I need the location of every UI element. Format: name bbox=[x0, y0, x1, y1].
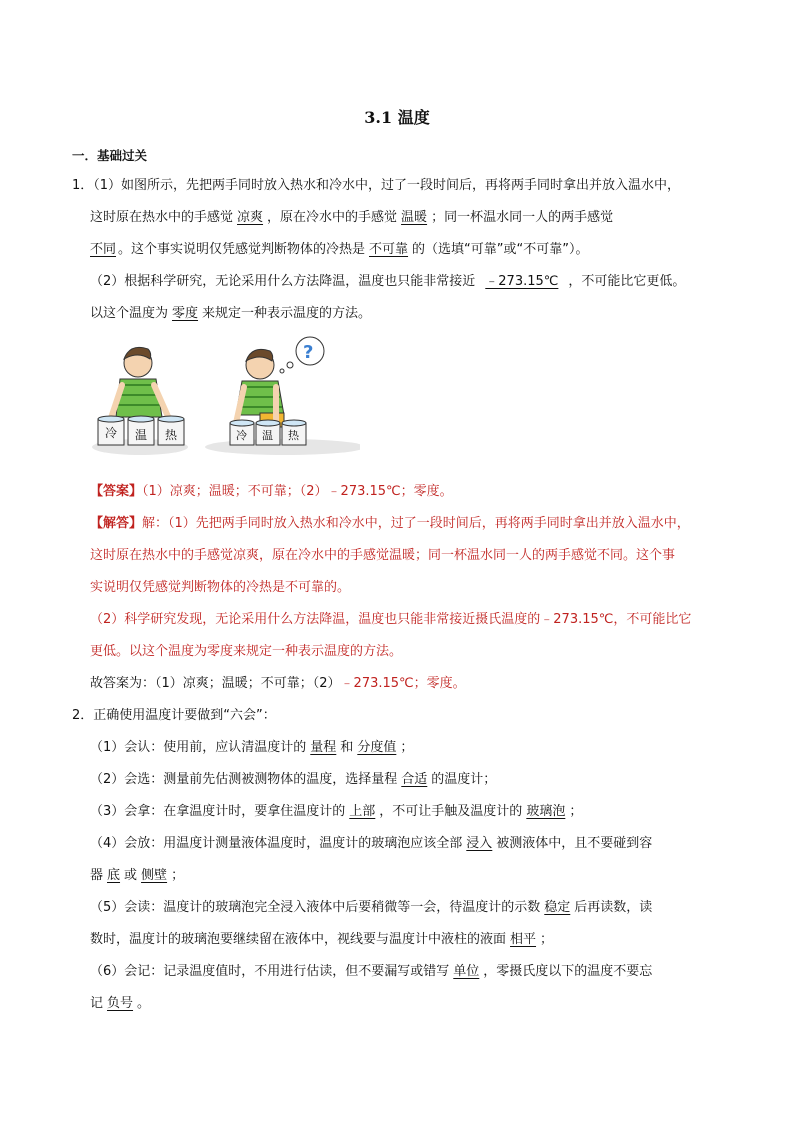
q2-text: ； bbox=[569, 804, 583, 819]
q2-text: 。 bbox=[137, 996, 151, 1011]
q2-text: 器 bbox=[90, 868, 104, 883]
q2-item-4 bbox=[90, 834, 652, 854]
q1-line-1: 1．（1）如图所示，先把两手同时放入热水和冷水中，过了一段时间后，再将两手同时拿出并放入温水中， bbox=[72, 178, 681, 193]
q2-text: ，零摄氏度以下的温度不要忘 bbox=[483, 964, 653, 979]
answer-blank: 底 bbox=[107, 868, 121, 883]
q2-text: 后再读数，读 bbox=[574, 900, 653, 915]
q2-item-1 bbox=[90, 738, 413, 758]
answer-blank: 玻璃泡 bbox=[526, 804, 566, 819]
page-title: 3.1 温度 bbox=[364, 108, 430, 127]
bucket-label: 热 bbox=[288, 429, 299, 442]
q2-text: 或 bbox=[124, 868, 138, 883]
answer-blank: 上部 bbox=[349, 804, 376, 819]
q1-line-2 bbox=[90, 208, 613, 228]
final-answer-line bbox=[90, 674, 466, 694]
q1-text: ；同一杯温水同一人的两手感觉 bbox=[431, 210, 614, 225]
answer-blank: 零度 bbox=[172, 306, 199, 321]
svg-text:?: ? bbox=[303, 342, 314, 363]
answer-line bbox=[90, 482, 453, 502]
explanation-text: 解：（1）先把两手同时放入热水和冷水中，过了一段时间后，再将两手同时拿出并放入温水中， bbox=[142, 516, 690, 531]
explanation-tag: 【解答】 bbox=[90, 516, 143, 531]
q2-item-2 bbox=[90, 770, 496, 790]
answer-tag: 【答案】 bbox=[90, 484, 143, 499]
answer-blank: 凉爽 bbox=[237, 210, 264, 225]
explanation-line-1 bbox=[90, 514, 690, 534]
q2-text: （4）会放：用温度计测量液体温度时，温度计的玻璃泡应该全部 bbox=[90, 836, 463, 851]
q2-item-5 bbox=[90, 898, 652, 918]
bucket-label: 热 bbox=[165, 428, 178, 442]
q2-item-6-cont bbox=[90, 994, 150, 1014]
q2-text: 被测液体中，且不要碰到容 bbox=[496, 836, 653, 851]
q2-text: （1）会认：使用前，应认清温度计的 bbox=[90, 740, 307, 755]
answer-blank: 相平 bbox=[510, 932, 537, 947]
answer-blank: 量程 bbox=[310, 740, 337, 755]
q1-line-5 bbox=[90, 304, 371, 324]
q2-text: （5）会读：温度计的玻璃泡完全浸入液体中后要稍微等一会，待温度计的示数 bbox=[90, 900, 541, 915]
explanation-line-4: （2）科学研究发现，无论采用什么方法降温，温度也只能非常接近摄氏温度的﹣273.15℃，不可能比它 bbox=[90, 612, 692, 627]
q2-text: （2）会选：测量前先估测被测物体的温度，选择量程 bbox=[90, 772, 398, 787]
explanation-line-2: 这时原在热水中的手感觉凉爽，原在冷水中的手感觉温暖；同一杯温水同一人的两手感觉不同。这个事 bbox=[90, 548, 676, 563]
final-answer-label: 故答案为：（1）凉爽；温暖；不可靠；（2） bbox=[90, 676, 341, 691]
q2-item-5-cont bbox=[90, 930, 553, 950]
answer-blank: 不可靠 bbox=[369, 242, 409, 257]
q2-item-4-cont bbox=[90, 866, 184, 886]
bucket-label: 温 bbox=[262, 429, 273, 442]
q2-text: （6）会记：记录温度值时，不用进行估读，但不要漏写或错写 bbox=[90, 964, 450, 979]
q1-text: 来规定一种表示温度的方法。 bbox=[202, 306, 372, 321]
q1-text: 的（选填“可靠”或“不可靠”）。 bbox=[412, 242, 589, 257]
bucket-label: 冷 bbox=[105, 426, 118, 440]
answer-blank: 不同 bbox=[90, 242, 117, 257]
final-answer-red: ﹣273.15℃；零度。 bbox=[340, 676, 466, 691]
answer-text: （1）凉爽；温暖；不可靠；（2）﹣273.15℃；零度。 bbox=[142, 484, 453, 499]
q2-text: 的温度计； bbox=[431, 772, 497, 787]
answer-blank: ﹣273.15℃ bbox=[485, 274, 559, 289]
answer-blank: 合适 bbox=[401, 772, 428, 787]
bucket-label: 温 bbox=[135, 428, 148, 442]
q2-text: （3）会拿：在拿温度计时，要拿住温度计的 bbox=[90, 804, 346, 819]
answer-blank: 单位 bbox=[453, 964, 480, 979]
answer-blank: 分度值 bbox=[357, 740, 397, 755]
explanation-line-5: 更低。以这个温度为零度来规定一种表示温度的方法。 bbox=[90, 644, 403, 659]
q2-text: 数时，温度计的玻璃泡要继续留在液体中，视线要与温度计中液柱的液面 bbox=[90, 932, 507, 947]
explanation-line-3: 实说明仅凭感觉判断物体的冷热是不可靠的。 bbox=[90, 580, 351, 595]
q2-text: ； bbox=[400, 740, 414, 755]
answer-blank: 负号 bbox=[107, 996, 134, 1011]
q1-text: ，原在冷水中的手感觉 bbox=[267, 210, 398, 225]
illustration bbox=[90, 335, 360, 460]
section-heading: 一．基础过关 bbox=[72, 148, 148, 163]
q1-text: ，不可能比它更低。 bbox=[568, 274, 686, 289]
q2-text: 和 bbox=[340, 740, 354, 755]
q2-text: ； bbox=[171, 868, 185, 883]
hands-in-water-figure bbox=[90, 335, 360, 460]
q1-text: 。这个事实说明仅凭感觉判断物体的冷热是 bbox=[118, 242, 366, 257]
q2-text: 记 bbox=[90, 996, 104, 1011]
bucket-label: 冷 bbox=[236, 429, 247, 442]
q2-item-3 bbox=[90, 802, 582, 822]
q1-text: （2）根据科学研究，无论采用什么方法降温，温度也只能非常接近 bbox=[90, 274, 476, 289]
q1-line-3 bbox=[90, 240, 589, 260]
answer-blank: 稳定 bbox=[544, 900, 571, 915]
answer-blank: 侧壁 bbox=[141, 868, 168, 883]
q1-text: 这时原在热水中的手感觉 bbox=[90, 210, 234, 225]
q2-text: ，不可让手触及温度计的 bbox=[379, 804, 523, 819]
q1-line-4 bbox=[90, 272, 685, 292]
q1-text: 以这个温度为 bbox=[90, 306, 169, 321]
q2-heading: 2．正确使用温度计要做到“六会”： bbox=[72, 708, 276, 723]
answer-blank: 温暖 bbox=[401, 210, 428, 225]
q2-text: ； bbox=[540, 932, 554, 947]
answer-blank: 浸入 bbox=[466, 836, 493, 851]
q2-item-6 bbox=[90, 962, 652, 982]
